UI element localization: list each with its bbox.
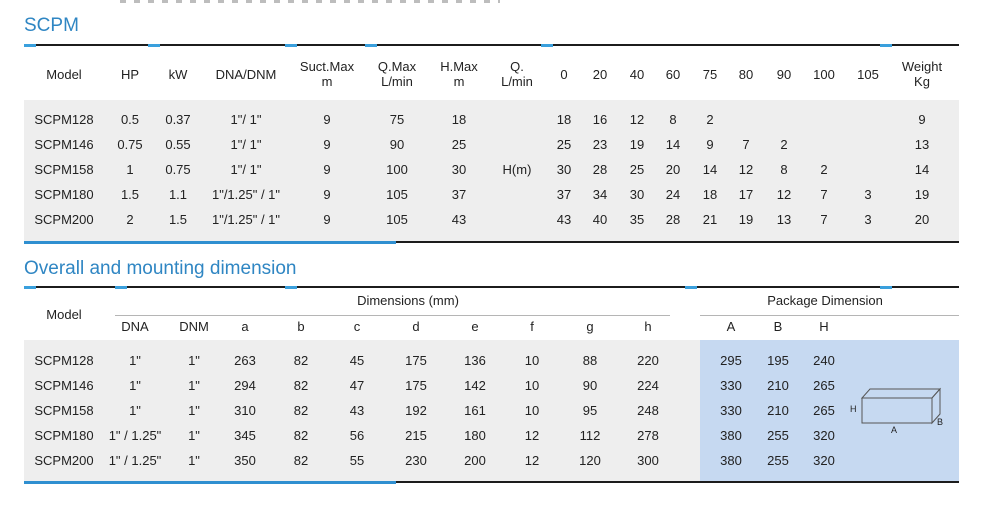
cell-dim: 88 [582, 353, 598, 368]
accent-tick [365, 44, 377, 47]
cell-dim: 310 [234, 403, 256, 418]
cell-model: SCPM180 [34, 187, 94, 202]
box-label-b: B [937, 417, 944, 427]
cell-h-max: 43 [451, 212, 467, 227]
cell-pkg: 195 [767, 353, 789, 368]
cell-dim: 1" [188, 378, 200, 393]
cell-head: 9 [706, 137, 714, 152]
cell-dim: 12 [524, 428, 540, 443]
accent-tick [541, 44, 553, 47]
accent-tick [285, 286, 297, 289]
cell-hp: 0.5 [120, 112, 140, 127]
cell-pkg: 265 [813, 403, 835, 418]
cell-hp: 1 [126, 162, 134, 177]
cell-pkg: 240 [813, 353, 835, 368]
cell-head: 18 [556, 112, 572, 127]
cell-model: SCPM200 [34, 212, 94, 227]
cell-dim: 161 [464, 403, 486, 418]
cell-head: 19 [629, 137, 645, 152]
header-dim-8: g [586, 319, 594, 334]
cell-dim: 248 [637, 403, 659, 418]
header-flow-1: 20 [592, 67, 608, 82]
cell-pkg: 255 [767, 428, 789, 443]
cell-head: 13 [776, 212, 792, 227]
cell-pkg: 210 [767, 403, 789, 418]
cell-kw: 0.75 [165, 162, 191, 177]
cell-h-max: 30 [451, 162, 467, 177]
cell-head: 8 [669, 112, 677, 127]
header-dim-1: DNM [179, 319, 209, 334]
header-dim-9: h [644, 319, 652, 334]
cell-h-max: 37 [451, 187, 467, 202]
cell-hp: 0.75 [117, 137, 143, 152]
header-flow-7: 100 [813, 67, 835, 82]
cell-dim: 345 [234, 428, 256, 443]
top-decorative-strip [120, 0, 500, 3]
cell-pkg: 380 [720, 428, 742, 443]
cell-dim: 1" [188, 428, 200, 443]
cell-dim: 1" / 1.25" [108, 453, 162, 468]
cell-weight: 19 [914, 187, 930, 202]
accent-tick [148, 44, 160, 47]
header-h-max: H.Max [440, 59, 478, 74]
header-suct-unit: m [321, 74, 333, 89]
cell-dim: 10 [524, 353, 540, 368]
header-dim-3: b [297, 319, 305, 334]
header-dna-dnm: DNA/DNM [215, 67, 277, 82]
header-package: Package Dimension [767, 293, 883, 308]
cell-hp: 2 [126, 212, 134, 227]
package-box-icon [840, 378, 960, 438]
cell-dim: 45 [349, 353, 365, 368]
cell-head: 30 [629, 187, 645, 202]
cell-head: 28 [592, 162, 608, 177]
cell-weight: 20 [914, 212, 930, 227]
cell-head: 18 [702, 187, 718, 202]
cell-weight: 9 [918, 112, 926, 127]
header-dim-7: f [530, 319, 534, 334]
cell-dim: 215 [405, 428, 427, 443]
accent-tick [115, 286, 127, 289]
cell-dim: 10 [524, 403, 540, 418]
header-flow-6: 90 [776, 67, 792, 82]
cell-kw: 1.5 [168, 212, 188, 227]
cell-q-max: 105 [386, 187, 408, 202]
cell-dim: 192 [405, 403, 427, 418]
header-h-max-unit: m [453, 74, 465, 89]
cell-head: 3 [864, 187, 872, 202]
table2-accent-bar [24, 481, 396, 484]
header-dim-4: c [353, 319, 361, 334]
cell-dim: 1" [188, 453, 200, 468]
header-model: Model [46, 67, 82, 82]
cell-dim: 1" [188, 403, 200, 418]
header-dim-5: d [412, 319, 420, 334]
cell-suct-max: 9 [323, 112, 331, 127]
cell-head: 14 [665, 137, 681, 152]
cell-dna-dnm: 1"/ 1" [230, 162, 262, 177]
cell-dim: 95 [582, 403, 598, 418]
cell-dim: 175 [405, 353, 427, 368]
cell-dim: 200 [464, 453, 486, 468]
cell-head: 7 [742, 137, 750, 152]
cell-dim: 43 [349, 403, 365, 418]
cell-dim: 12 [524, 453, 540, 468]
cell-head: 20 [665, 162, 681, 177]
accent-tick [880, 44, 892, 47]
cell-dim: 300 [637, 453, 659, 468]
cell-head: 12 [738, 162, 754, 177]
header-flow-2: 40 [629, 67, 645, 82]
cell-head: 2 [780, 137, 788, 152]
cell-dna-dnm: 1"/ 1" [230, 137, 262, 152]
cell-model: SCPM128 [34, 112, 94, 127]
cell-head: 12 [629, 112, 645, 127]
cell-suct-max: 9 [323, 162, 331, 177]
header-model: Model [46, 307, 82, 322]
box-label-a: A [891, 425, 898, 435]
header-pkg-2: H [819, 319, 829, 334]
cell-model: SCPM128 [34, 353, 94, 368]
accent-tick [685, 286, 697, 289]
header-flow-0: 0 [560, 67, 568, 82]
header-pkg-1: B [773, 319, 783, 334]
cell-head: 2 [706, 112, 714, 127]
cell-pkg: 255 [767, 453, 789, 468]
cell-head: 7 [820, 212, 828, 227]
cell-head: 43 [556, 212, 572, 227]
cell-head: 37 [556, 187, 572, 202]
cell-pkg: 320 [813, 453, 835, 468]
cell-head: 34 [592, 187, 608, 202]
accent-tick [285, 44, 297, 47]
cell-head: 2 [820, 162, 828, 177]
cell-weight: 13 [914, 137, 930, 152]
header-q-max: Q.Max [377, 59, 417, 74]
header-dim-2: a [241, 319, 249, 334]
cell-dim: 1" [129, 378, 141, 393]
cell-head: 16 [592, 112, 608, 127]
dimensions-header-rule [115, 315, 670, 316]
header-q: Q. [510, 59, 524, 74]
cell-q-max: 105 [386, 212, 408, 227]
cell-dim: 136 [464, 353, 486, 368]
cell-pkg: 330 [720, 378, 742, 393]
cell-pkg: 265 [813, 378, 835, 393]
cell-dim: 82 [293, 403, 309, 418]
cell-dna-dnm: 1"/1.25" / 1" [211, 187, 281, 202]
cell-dim: 47 [349, 378, 365, 393]
table1-top-rule [24, 44, 959, 46]
table1-accent-bar [24, 241, 396, 244]
cell-dim: 120 [579, 453, 601, 468]
cell-dim: 142 [464, 378, 486, 393]
cell-kw: 1.1 [168, 187, 188, 202]
cell-q-max: 100 [386, 162, 408, 177]
accent-tick [880, 286, 892, 289]
header-dim-0: DNA [121, 319, 149, 334]
cell-model: SCPM146 [34, 137, 94, 152]
cell-pkg: 330 [720, 403, 742, 418]
cell-head: 40 [592, 212, 608, 227]
header-weight-unit: Kg [914, 74, 930, 89]
cell-head: 7 [820, 187, 828, 202]
accent-tick [24, 44, 36, 47]
cell-model: SCPM158 [34, 403, 94, 418]
header-flow-8: 105 [857, 67, 879, 82]
header-dimensions: Dimensions (mm) [357, 293, 459, 308]
box-label-h: H [850, 404, 857, 414]
cell-head: 25 [556, 137, 572, 152]
header-suct-max: Suct.Max [299, 59, 355, 74]
cell-dna-dnm: 1"/1.25" / 1" [211, 212, 281, 227]
cell-pkg: 320 [813, 428, 835, 443]
cell-q-max: 90 [389, 137, 405, 152]
cell-head: 35 [629, 212, 645, 227]
cell-dim: 90 [582, 378, 598, 393]
cell-head: 3 [864, 212, 872, 227]
cell-head: 25 [629, 162, 645, 177]
cell-head: 23 [592, 137, 608, 152]
cell-hp: 1.5 [120, 187, 140, 202]
header-dim-6: e [471, 319, 479, 334]
cell-head: 19 [738, 212, 754, 227]
cell-kw: 0.37 [165, 112, 191, 127]
cell-model: SCPM200 [34, 453, 94, 468]
header-weight: Weight [901, 59, 943, 74]
header-q-unit: L/min [501, 74, 533, 89]
cell-dim: 82 [293, 378, 309, 393]
h-m-label: H(m) [502, 162, 532, 177]
section-title-dimensions: Overall and mounting dimension [24, 258, 297, 279]
cell-dim: 56 [349, 428, 365, 443]
cell-head: 21 [702, 212, 718, 227]
cell-head: 8 [780, 162, 788, 177]
cell-model: SCPM158 [34, 162, 94, 177]
cell-head: 30 [556, 162, 572, 177]
cell-dim: 294 [234, 378, 256, 393]
cell-dim: 220 [637, 353, 659, 368]
header-flow-4: 75 [702, 67, 718, 82]
cell-dim: 175 [405, 378, 427, 393]
cell-model: SCPM180 [34, 428, 94, 443]
cell-dim: 1" [129, 403, 141, 418]
cell-dim: 1" / 1.25" [108, 428, 162, 443]
cell-kw: 0.55 [165, 137, 191, 152]
cell-dim: 1" [129, 353, 141, 368]
cell-pkg: 210 [767, 378, 789, 393]
cell-dim: 10 [524, 378, 540, 393]
cell-dim: 180 [464, 428, 486, 443]
cell-pkg: 295 [720, 353, 742, 368]
header-flow-5: 80 [738, 67, 754, 82]
cell-dim: 82 [293, 353, 309, 368]
cell-q-max: 75 [389, 112, 405, 127]
cell-dim: 82 [293, 453, 309, 468]
cell-dim: 224 [637, 378, 659, 393]
header-hp: HP [120, 67, 140, 82]
cell-h-max: 18 [451, 112, 467, 127]
cell-head: 24 [665, 187, 681, 202]
cell-weight: 14 [914, 162, 930, 177]
cell-suct-max: 9 [323, 187, 331, 202]
section-title-scpm: SCPM [24, 15, 79, 36]
cell-head: 17 [738, 187, 754, 202]
cell-dim: 263 [234, 353, 256, 368]
cell-dim: 112 [579, 428, 601, 443]
cell-suct-max: 9 [323, 137, 331, 152]
header-pkg-0: A [726, 319, 736, 334]
cell-suct-max: 9 [323, 212, 331, 227]
cell-head: 12 [776, 187, 792, 202]
cell-dna-dnm: 1"/ 1" [230, 112, 262, 127]
cell-dim: 1" [188, 353, 200, 368]
cell-model: SCPM146 [34, 378, 94, 393]
cell-head: 14 [702, 162, 718, 177]
cell-dim: 82 [293, 428, 309, 443]
accent-tick [24, 286, 36, 289]
cell-dim: 350 [234, 453, 256, 468]
cell-dim: 230 [405, 453, 427, 468]
cell-pkg: 380 [720, 453, 742, 468]
cell-h-max: 25 [451, 137, 467, 152]
table2-top-rule [24, 286, 959, 288]
header-kw: kW [168, 67, 188, 82]
cell-dim: 55 [349, 453, 365, 468]
cell-dim: 278 [637, 428, 659, 443]
package-header-rule [700, 315, 959, 316]
header-flow-3: 60 [665, 67, 681, 82]
cell-head: 28 [665, 212, 681, 227]
header-q-max-unit: L/min [381, 74, 413, 89]
